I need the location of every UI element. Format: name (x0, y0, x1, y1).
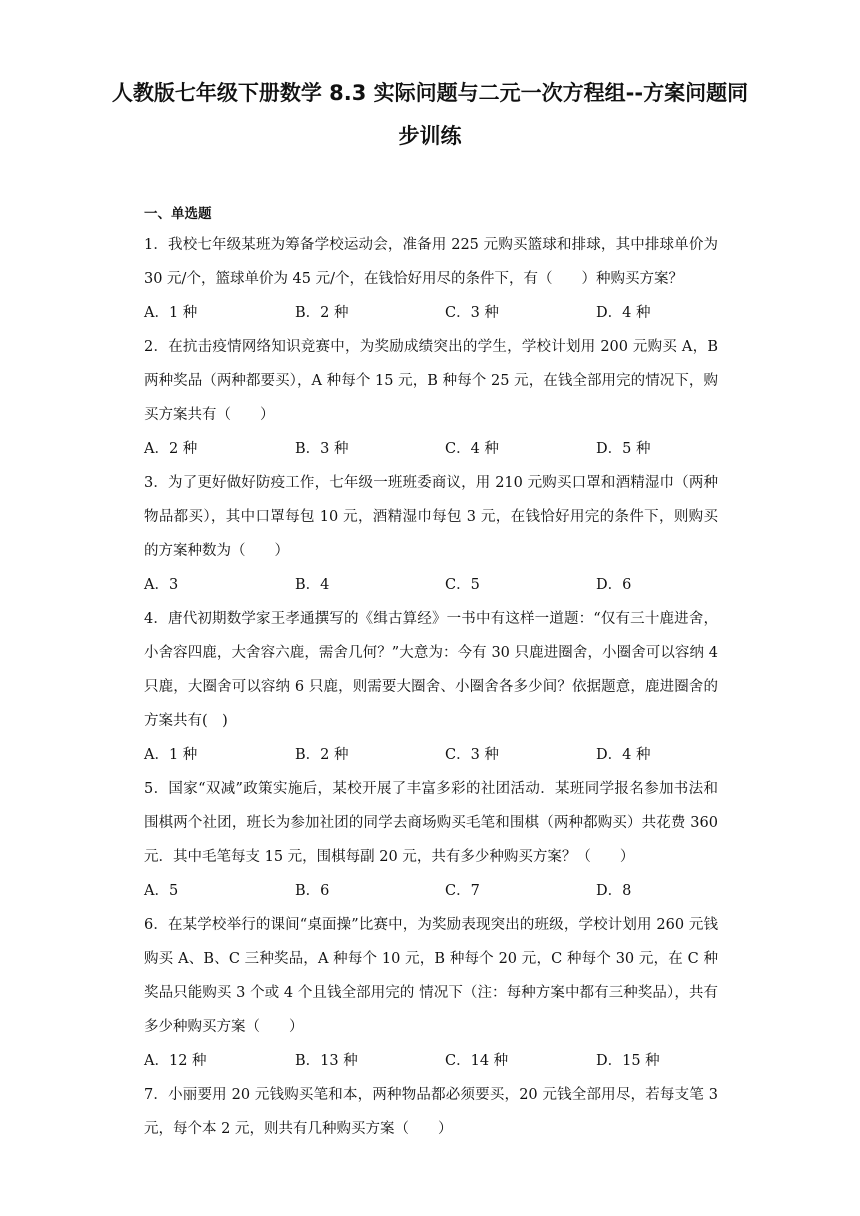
option-row (144, 568, 718, 602)
question-4 (144, 602, 718, 772)
question-1 (144, 228, 718, 330)
question-text: 5．国家“双减”政策实施后，某校开展了丰富多彩的社团活动．某班同学报名参加书法和围棋两个社团，班长为参加社团的同学去商场购买毛笔和围棋（两种都购买）共花费 360 元．其中毛笔每支 15 元，围棋每副 20 元，共有多少种购买方案？（ ） (144, 781, 718, 865)
document-title: 人教版七年级下册数学 8.3 实际问题与二元一次方程组--方案问题同步训练 (111, 81, 749, 148)
option-a: A．1 种 (144, 747, 198, 763)
option-row (144, 738, 718, 772)
question-list (144, 228, 718, 1146)
question-text: 2．在抗击疫情网络知识竞赛中，为奖励成绩突出的学生，学校计划用 200 元购买 A，B 两种奖品（两种都要买），A 种每个 15 元，B 种每个 25 元，在钱全部用完的情况下，购买方案共有（ ） (144, 339, 718, 423)
option-b: B．6 (295, 883, 330, 899)
section-heading: 一、单选题 (144, 206, 212, 222)
option-d: D．5 种 (596, 441, 651, 457)
question-6 (144, 908, 718, 1078)
option-d: D．8 (596, 883, 632, 899)
option-row (144, 432, 718, 466)
option-a: A．2 种 (144, 441, 198, 457)
question-5 (144, 772, 718, 908)
option-a: A．3 (144, 577, 179, 593)
option-a: A．5 (144, 883, 179, 899)
option-row (144, 1044, 718, 1078)
option-d: D．4 种 (596, 747, 651, 763)
option-c: C．5 (445, 577, 480, 593)
option-d: D．4 种 (596, 305, 651, 321)
question-text: 6．在某学校举行的课间“桌面操”比赛中，为奖励表现突出的班级，学校计划用 260 元钱购买 A、B、C 三种奖品，A 种每个 10 元，B 种每个 20 元，C 种每个 30 元，在 C 种奖品只能购买 3 个或 4 个且钱全部用完的 情况下（注：每种方案中都有三种奖品），共有多少种购买方案（ ） (144, 917, 718, 1035)
option-a: A．1 种 (144, 305, 198, 321)
option-d: D．15 种 (596, 1053, 660, 1069)
question-3 (144, 466, 718, 602)
question-2 (144, 330, 718, 466)
option-row (144, 874, 718, 908)
question-text: 7．小丽要用 20 元钱购买笔和本，两种物品都必须要买，20 元钱全部用尽，若每支笔 3 元，每个本 2 元，则共有几种购买方案（ ） (144, 1087, 718, 1137)
option-b: B．2 种 (295, 747, 349, 763)
option-row (144, 296, 718, 330)
option-b: B．2 种 (295, 305, 349, 321)
option-c: C．3 种 (445, 747, 499, 763)
question-7 (144, 1078, 718, 1146)
option-c: C．7 (445, 883, 480, 899)
option-c: C．4 种 (445, 441, 499, 457)
option-c: C．14 种 (445, 1053, 509, 1069)
option-c: C．3 种 (445, 305, 499, 321)
question-text: 3．为了更好做好防疫工作，七年级一班班委商议，用 210 元购买口罩和酒精湿巾（两种物品都买），其中口罩每包 10 元，酒精湿巾每包 3 元，在钱恰好用完的条件下，则购买的方案种数为（ ） (144, 475, 718, 559)
option-a: A．12 种 (144, 1053, 207, 1069)
question-text: 1．我校七年级某班为筹备学校运动会，准备用 225 元购买篮球和排球，其中排球单价为 30 元/个，篮球单价为 45 元/个，在钱恰好用尽的条件下，有（ ）种购买方案？ (144, 237, 718, 287)
option-d: D．6 (596, 577, 632, 593)
option-b: B．3 种 (295, 441, 349, 457)
option-b: B．13 种 (295, 1053, 358, 1069)
option-b: B．4 (295, 577, 330, 593)
question-text: 4．唐代初期数学家王孝通撰写的《缉古算经》一书中有这样一道题：“仅有三十鹿进舍，小舍容四鹿，大舍容六鹿，需舍几何？”大意为：今有 30 只鹿进圈舍，小圈舍可以容纳 4 只鹿，大圈舍可以容纳 6 只鹿，则需要大圈舍、小圈舍各多少间？依据题意，鹿进圈舍的方案共有( ) (144, 611, 718, 729)
